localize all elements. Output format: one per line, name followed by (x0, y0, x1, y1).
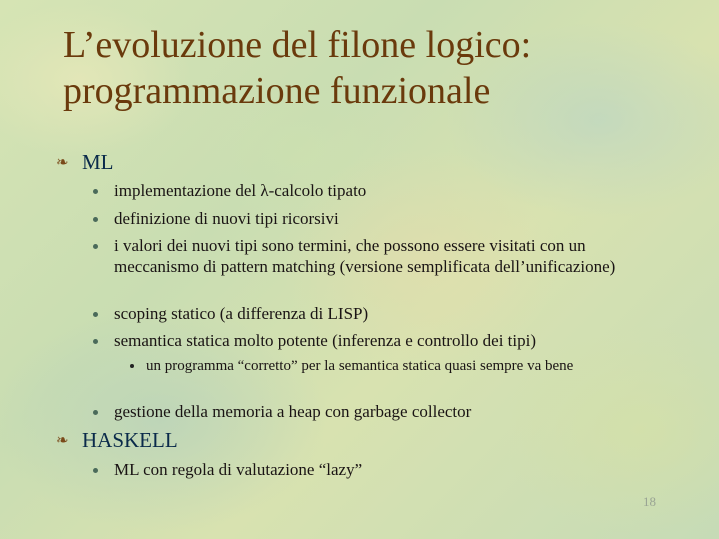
fleuron-bullet-icon: ❧ (56, 155, 69, 171)
list-item (114, 208, 674, 229)
section-haskell (56, 428, 178, 452)
bullet-icon (93, 312, 98, 317)
section-ml (56, 150, 114, 174)
list-item-text: gestione della memoria a heap con garbage collector (114, 402, 472, 421)
bullet-icon (93, 339, 98, 344)
list-item (114, 180, 674, 201)
bullet-icon (93, 410, 98, 415)
slide-title-line-1: L’evoluzione del filone logico: (63, 24, 532, 66)
list-item-text: scoping statico (a differenza di LISP) (114, 304, 369, 323)
list-item (114, 303, 674, 324)
list-item (114, 401, 674, 422)
bullet-icon (93, 244, 98, 249)
fleuron-bullet-icon: ❧ (56, 433, 69, 449)
list-item-text: i valori dei nuovi tipi sono termini, che possono essere visitati con un meccanismo di pattern matching (versione semplificata dell’unificazione) (114, 236, 616, 276)
section-label: ML (82, 150, 114, 174)
list-item (114, 330, 674, 351)
section-label: HASKELL (82, 428, 178, 452)
list-item-text: definizione di nuovi tipi ricorsivi (114, 209, 339, 228)
bullet-icon (93, 468, 98, 473)
list-item-text: ML con regola di valutazione “lazy” (114, 460, 363, 479)
sub-list-item (146, 357, 646, 375)
list-item-text: semantica statica molto potente (inferenza e controllo dei tipi) (114, 331, 537, 350)
page-number: 18 (643, 494, 656, 509)
bullet-icon (93, 189, 98, 194)
bullet-icon (93, 217, 98, 222)
sub-list-item-text: un programma “corretto” per la semantica statica quasi sempre va bene (146, 358, 574, 374)
list-item-text: implementazione del λ-calcolo tipato (114, 181, 367, 200)
bullet-icon (130, 364, 134, 368)
slide-title-line-2: programmazione funzionale (63, 70, 491, 112)
slide-title (63, 22, 703, 114)
list-item (114, 235, 674, 277)
list-item (114, 459, 674, 480)
